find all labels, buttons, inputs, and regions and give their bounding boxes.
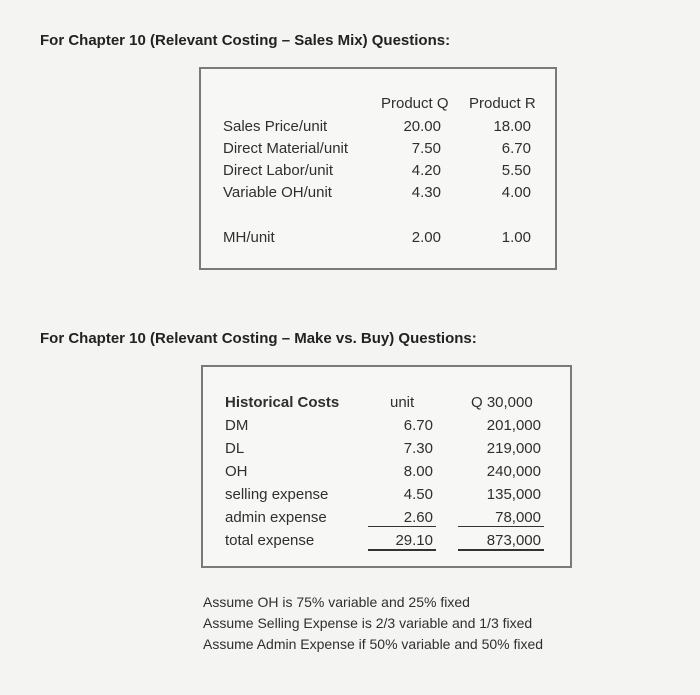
- row-label-selling-expense: selling expense: [225, 486, 329, 503]
- note-oh: Assume OH is 75% variable and 25% fixed: [203, 594, 470, 610]
- col-header-total: Q 30,000: [471, 394, 533, 411]
- cell-q-variable-oh: 4.30: [411, 184, 441, 201]
- cell-r-direct-material: 6.70: [501, 140, 531, 157]
- row-label-direct-material: Direct Material/unit: [223, 140, 349, 157]
- row-label-sales-price: Sales Price/unit: [223, 118, 328, 135]
- cell-total-total-expense: 873,000: [458, 532, 544, 551]
- col-header-unit: unit: [390, 394, 415, 411]
- cell-r-mh: 1.00: [501, 229, 531, 246]
- sales-mix-heading: For Chapter 10 (Relevant Costing – Sales Mix) Questions:: [40, 32, 451, 49]
- col-header-product-r: Product R: [469, 95, 536, 112]
- row-label-variable-oh: Variable OH/unit: [223, 184, 332, 201]
- cell-q-sales-price: 20.00: [403, 118, 441, 135]
- row-label-dm: DM: [225, 417, 249, 434]
- make-buy-heading: For Chapter 10 (Relevant Costing – Make vs. Buy) Questions:: [40, 330, 477, 347]
- row-label-direct-labor: Direct Labor/unit: [223, 162, 334, 179]
- row-label-mh: MH/unit: [223, 229, 275, 246]
- cell-unit-dm: 6.70: [403, 417, 433, 434]
- cell-unit-selling-expense: 4.50: [403, 486, 433, 503]
- cell-total-oh: 240,000: [486, 463, 541, 480]
- cell-r-variable-oh: 4.00: [501, 184, 531, 201]
- note-selling-expense: Assume Selling Expense is 2/3 variable and 1/3 fixed: [203, 615, 533, 631]
- note-admin-expense: Assume Admin Expense if 50% variable and 50% fixed: [203, 636, 544, 652]
- cell-q-mh: 2.00: [411, 229, 441, 246]
- cell-q-direct-material: 7.50: [411, 140, 441, 157]
- cell-total-selling-expense: 135,000: [486, 486, 541, 503]
- col-header-historical-costs: Historical Costs: [225, 394, 340, 411]
- cell-total-dl: 219,000: [486, 440, 541, 457]
- row-label-total-expense: total expense: [225, 532, 315, 549]
- col-header-product-q: Product Q: [381, 95, 449, 112]
- cell-total-dm: 201,000: [486, 417, 541, 434]
- row-label-oh: OH: [225, 463, 248, 480]
- row-label-admin-expense: admin expense: [225, 509, 327, 526]
- sales-mix-table: [199, 67, 557, 270]
- cell-unit-admin-expense: 2.60: [368, 509, 436, 527]
- cell-unit-total-expense: 29.10: [368, 532, 436, 551]
- cell-unit-oh: 8.00: [403, 463, 433, 480]
- cell-q-direct-labor: 4.20: [411, 162, 441, 179]
- cell-r-sales-price: 18.00: [493, 118, 531, 135]
- cell-total-admin-expense: 78,000: [458, 509, 544, 527]
- row-label-dl: DL: [225, 440, 245, 457]
- make-buy-table: [201, 365, 572, 568]
- cell-unit-dl: 7.30: [403, 440, 433, 457]
- cell-r-direct-labor: 5.50: [501, 162, 531, 179]
